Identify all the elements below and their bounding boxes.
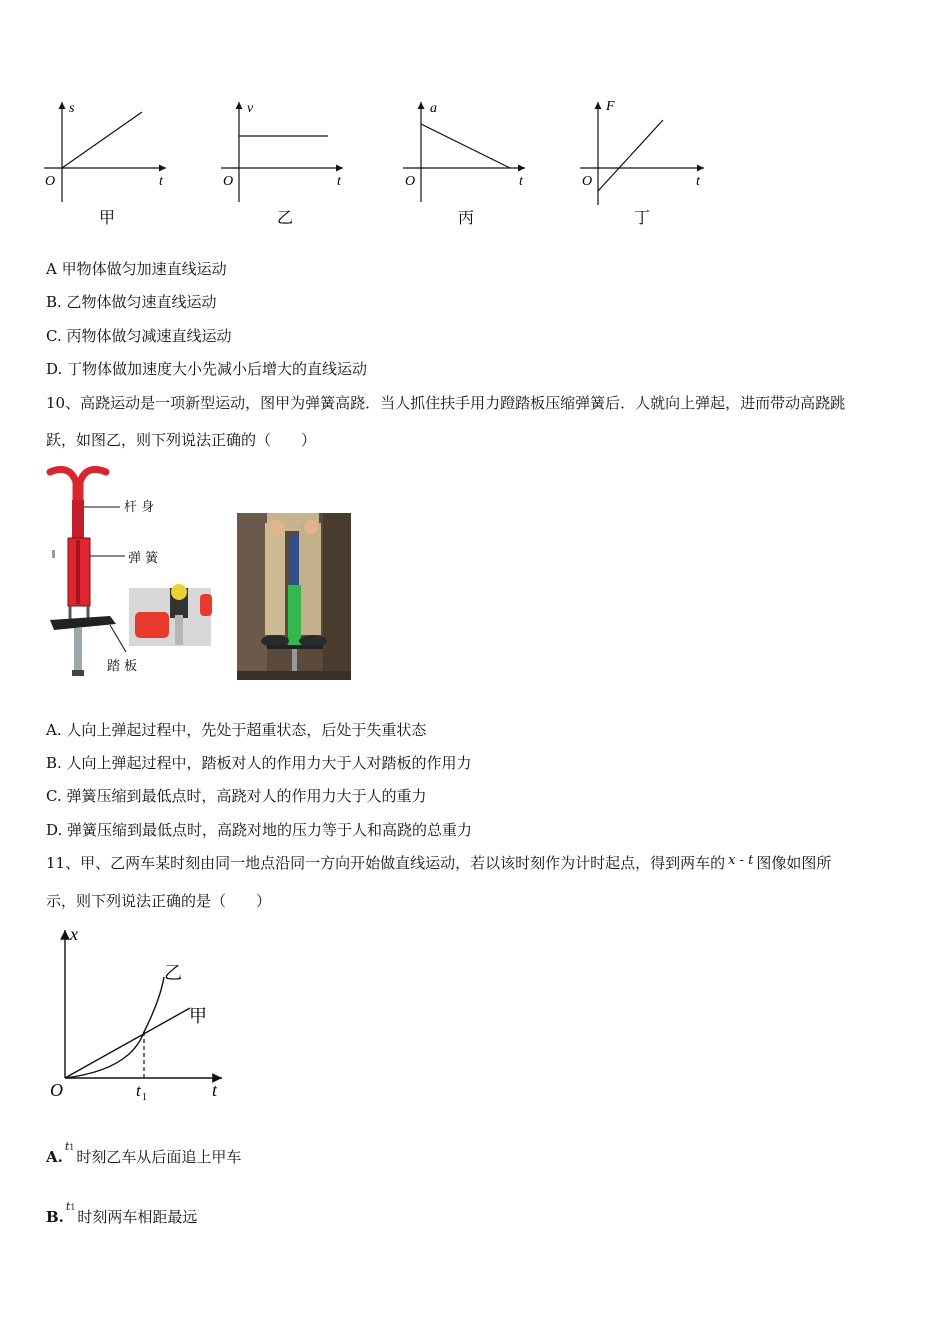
x-label: t (212, 1080, 218, 1100)
q9-option-b: B. 乙物体做匀速直线运动 (46, 293, 217, 311)
caption: 丙 (458, 210, 475, 227)
y-label: s (69, 101, 75, 116)
y-label: v (247, 101, 254, 116)
q11-stem-b: 图像如图所 (756, 854, 832, 872)
q9-option-c: C. 丙物体做匀减速直线运动 (46, 327, 232, 345)
line-s-t (62, 112, 142, 168)
q9-option-d: D. 丁物体做加速度大小先减小后增大的直线运动 (46, 360, 368, 378)
q11-option-a (46, 1140, 242, 1167)
q11-stem-a: 11、甲、乙两车某时刻由同一地点沿同一方向开始做直线运动，若以该时刻作为计时起点，得到两车的 (46, 854, 726, 872)
x-label: t (519, 174, 523, 189)
y-label: x (70, 924, 78, 944)
origin-label: O (582, 174, 593, 189)
label-pole: 杆 身 (124, 500, 155, 515)
q10-option-a: A. 人向上弹起过程中，先处于超重状态，后处于失重状态 (46, 721, 427, 739)
x-label: t (696, 174, 700, 189)
q11-xt-graph (40, 920, 240, 1105)
origin-label: O (45, 174, 56, 189)
t1-symbol: t1 (64, 1140, 75, 1153)
q10-stem-line1: 10、高跷运动是一项新型运动，图甲为弹簧高跷．当人抓住扶手用力蹬踏板压缩弹簧后．人就向上弹起，进而带动高跷跳 (46, 394, 846, 412)
line-jia-label: 甲 (189, 1006, 207, 1026)
graph-yi (221, 101, 343, 227)
line-F-t (598, 120, 663, 191)
y-label: a (430, 101, 437, 116)
graph-jia (44, 101, 166, 227)
q11-stem-line1 (46, 853, 831, 875)
q10-stem-line2: 跃，如图乙，则下列说法正确的（ ） (46, 431, 317, 449)
q10-option-c: C. 弹簧压缩到最低点时，高跷对人的作用力大于人的重力 (46, 787, 427, 805)
q11-stem-line2: 示，则下列说法正确的是（ ） (46, 892, 272, 910)
q11-option-b (46, 1200, 198, 1227)
caption: 乙 (277, 210, 294, 227)
x-label: t (337, 174, 341, 189)
caption: 甲 (99, 210, 116, 227)
label-spring: 弹 簧 (128, 551, 159, 566)
graph-bing (403, 101, 525, 227)
curve-yi-label: 乙 (164, 963, 182, 983)
t1-symbol: t1 (65, 1200, 76, 1213)
q11-option-b-text: 时刻两车相距最远 (77, 1208, 198, 1226)
caption: 丁 (634, 210, 651, 227)
t1-label: t (136, 1081, 141, 1100)
line-a-t (421, 124, 510, 168)
t1-sub: 1 (142, 1092, 147, 1103)
origin-label: O (223, 174, 234, 189)
graph-ding (580, 99, 704, 227)
q9-graphs (0, 90, 950, 240)
q9-option-a: A 甲物体做匀加速直线运动 (46, 260, 227, 278)
q11-xt-symbol: x - t (728, 853, 754, 868)
line-jia (65, 1008, 190, 1078)
pogo-jump-photo (237, 513, 351, 680)
q11-option-a-text: 时刻乙车从后面追上甲车 (76, 1148, 242, 1166)
q10-option-d: D. 弹簧压缩到最低点时，高跷对地的压力等于人和高跷的总重力 (46, 821, 473, 839)
q10-option-b: B. 人向上弹起过程中，踏板对人的作用力大于人对踏板的作用力 (46, 754, 472, 772)
label-pedal: 踏 板 (107, 659, 138, 674)
curve-yi (65, 977, 164, 1078)
q11-option-a-prefix: A. (46, 1148, 63, 1166)
y-label: F (606, 99, 615, 114)
pogo-stick-figure (40, 460, 230, 685)
origin-label: O (405, 174, 416, 189)
x-label: t (159, 174, 163, 189)
origin-label: O (50, 1080, 63, 1100)
q11-option-b-prefix: B. (46, 1208, 64, 1226)
